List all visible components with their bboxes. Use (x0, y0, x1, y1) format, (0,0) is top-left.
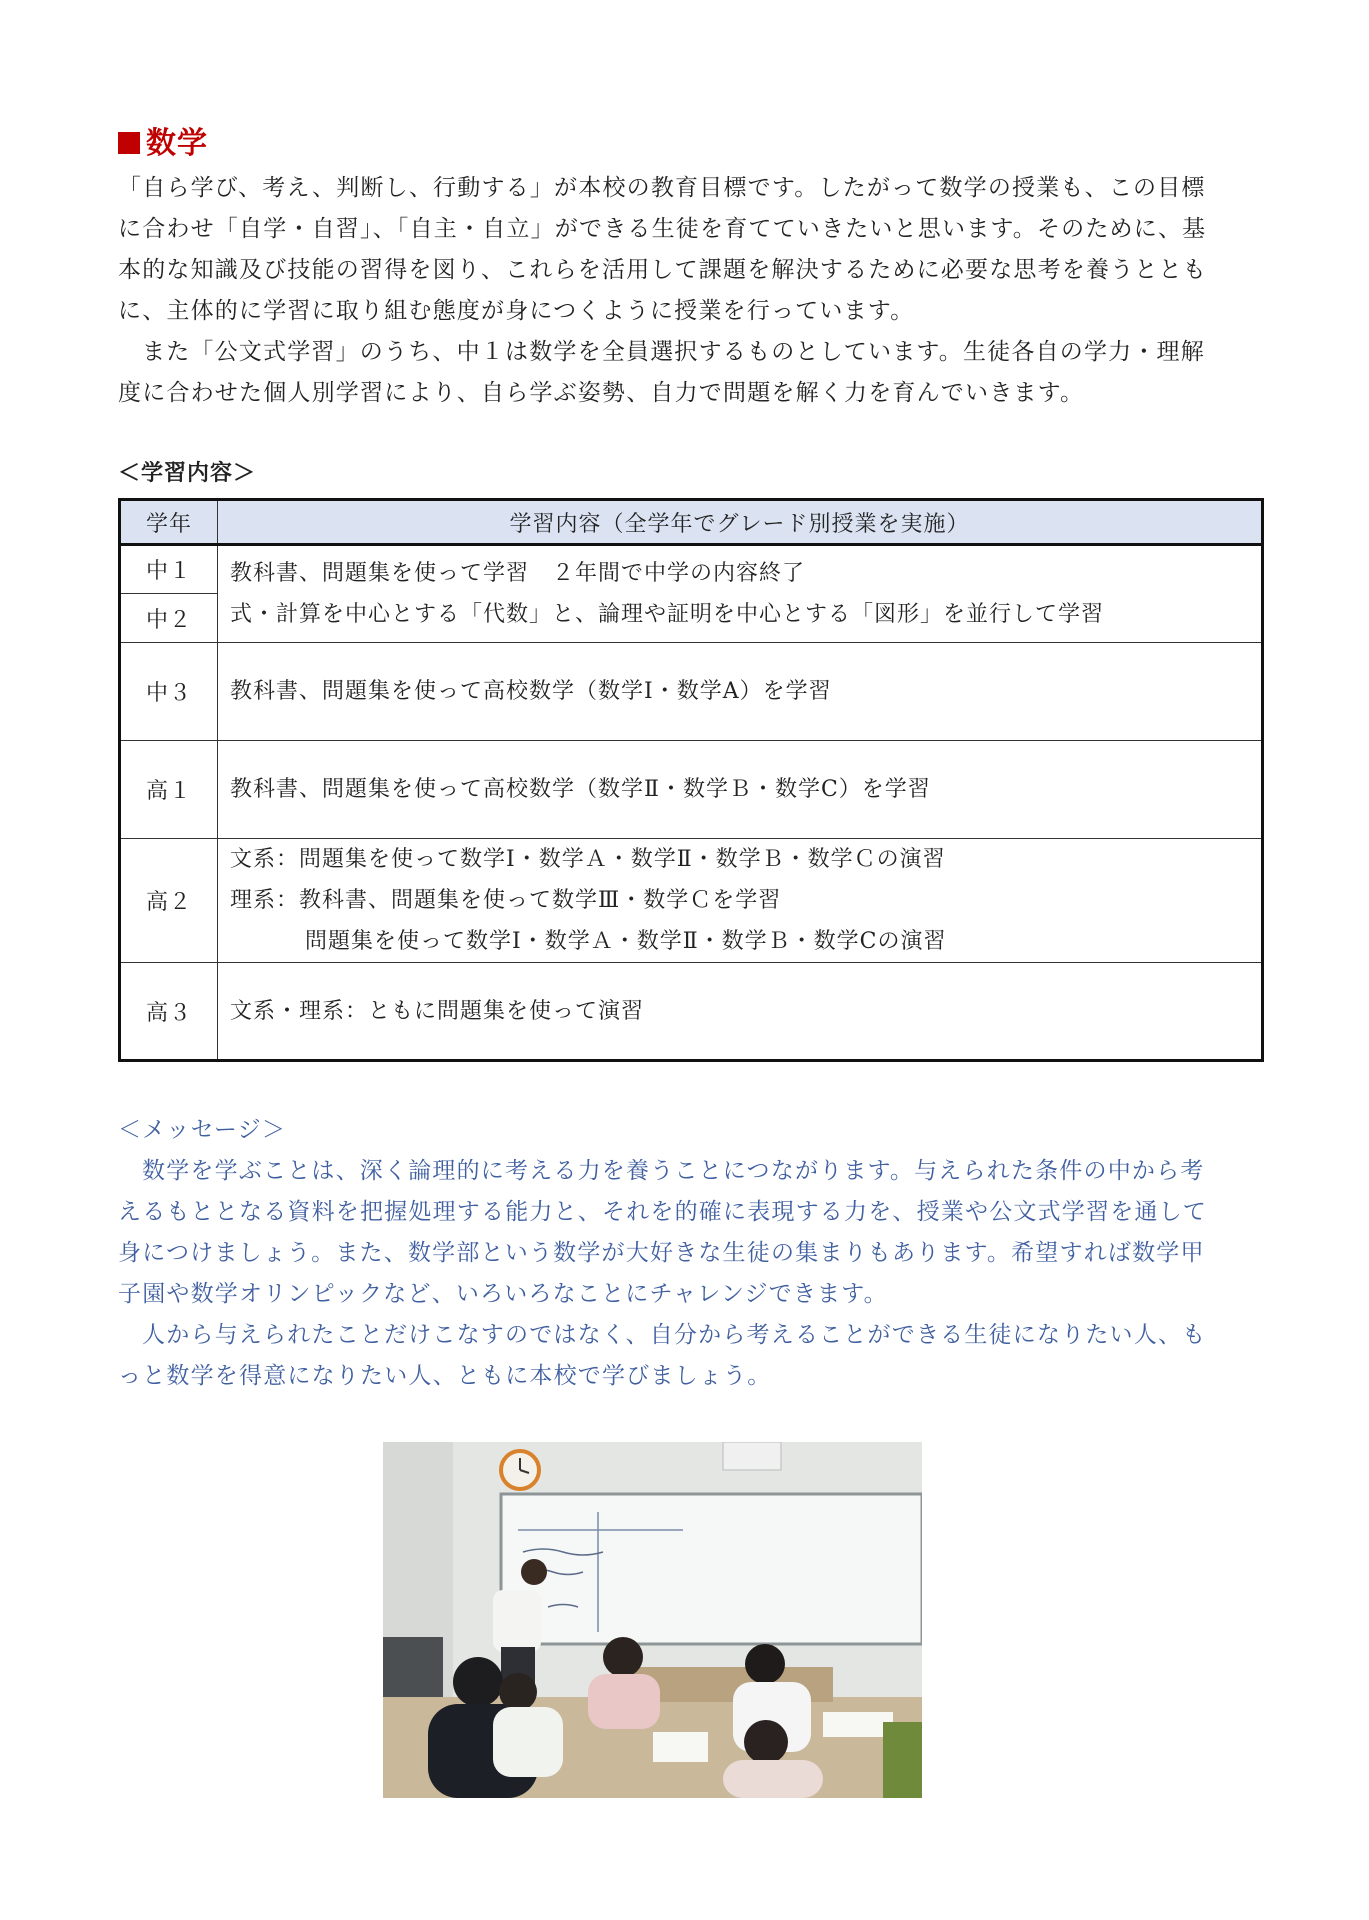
message-line: 身につけましょう。また、数学部という数学が大好きな生徒の集まりもあります。希望すれば数学甲 (118, 1240, 1205, 1266)
content-line: 文系：問題集を使って数学Ⅰ・数学Ａ・数学Ⅱ・数学Ｂ・数学Ｃの演習 (230, 847, 946, 872)
intro-line: に合わせ「自学・自習」、「自主・自立」ができる生徒を育てていきたいと思います。そのために、基 (118, 216, 1207, 242)
content-line: 理系：教科書、問題集を使って数学Ⅲ・数学Ｃを学習 (230, 888, 782, 913)
grade-cell: 高３ (120, 963, 218, 1061)
content-cell: 教科書、問題集を使って高校数学（数学Ⅱ・数学Ｂ・数学C）を学習 (218, 741, 1263, 839)
intro-paragraph (118, 168, 1260, 414)
grade-cell: 中２ (120, 594, 218, 643)
message-line: 数学を学ぶことは、深く論理的に考える力を養うことにつながります。与えられた条件の中から考 (142, 1158, 1205, 1184)
content-line: 教科書、問題集を使って学習 ２年間で中学の内容終了 (230, 561, 806, 586)
study-content-table (118, 498, 1264, 1062)
content-cell: 教科書、問題集を使って高校数学（数学Ⅰ・数学A）を学習 (218, 643, 1263, 741)
content-cell (218, 839, 1263, 963)
grade-cell: 中３ (120, 643, 218, 741)
intro-line: また「公文式学習」のうち、中１は数学を全員選択するものとしています。生徒各自の学力・理解 (142, 339, 1205, 365)
table-row (120, 643, 1263, 741)
header-content: 学習内容（全学年でグレード別授業を実施） (218, 500, 1263, 545)
table-row (120, 545, 1263, 594)
grade-cell: 高１ (120, 741, 218, 839)
grade-cell: 高２ (120, 839, 218, 963)
table-row (120, 839, 1263, 963)
study-content-title: ＜学習内容＞ (118, 461, 257, 486)
content-cell: 文系・理系：ともに問題集を使って演習 (218, 963, 1263, 1061)
message-section (118, 1110, 1260, 1397)
intro-line: 度に合わせた個人別学習により、自ら学ぶ姿勢、自力で問題を解く力を育んでいきます。 (118, 380, 1085, 406)
table-row (120, 741, 1263, 839)
red-square-icon (118, 132, 140, 154)
intro-line: 本的な知識及び技能の習得を図り、これらを活用して課題を解決するために必要な思考を養うととも (118, 257, 1207, 283)
heading-text: 数学 (146, 126, 208, 161)
message-line: っと数学を得意になりたい人、ともに本校で学びましょう。 (118, 1363, 772, 1389)
classroom-photo (383, 1442, 922, 1798)
header-grade: 学年 (120, 500, 218, 545)
message-line: 子園や数学オリンピックなど、いろいろなことにチャレンジできます。 (118, 1281, 888, 1307)
table-header-row (120, 500, 1263, 545)
message-line: えるもととなる資料を把握処理する能力と、それを的確に表現する力を、授業や公文式学習を通して (118, 1199, 1207, 1225)
grade-cell: 中１ (120, 545, 218, 594)
content-cell (218, 545, 1263, 643)
intro-line: 「自ら学び、考え、判断し、行動する」が本校の教育目標です。したがって数学の授業も、この目標 (118, 175, 1206, 201)
classroom-illustration (383, 1442, 922, 1798)
content-line: 問題集を使って数学Ⅰ・数学Ａ・数学Ⅱ・数学Ｂ・数学Cの演習 (305, 929, 947, 954)
intro-line: に、主体的に学習に取り組む態度が身につくように授業を行っています。 (118, 298, 915, 324)
table-row (120, 963, 1263, 1061)
message-title: ＜メッセージ＞ (118, 1117, 287, 1143)
message-line: 人から与えられたことだけこなすのではなく、自分から考えることができる生徒になりたい人、も (142, 1322, 1207, 1348)
content-line: 式・計算を中心とする「代数」と、論理や証明を中心とする「図形」を並行して学習 (230, 602, 1105, 627)
section-heading (118, 118, 208, 162)
